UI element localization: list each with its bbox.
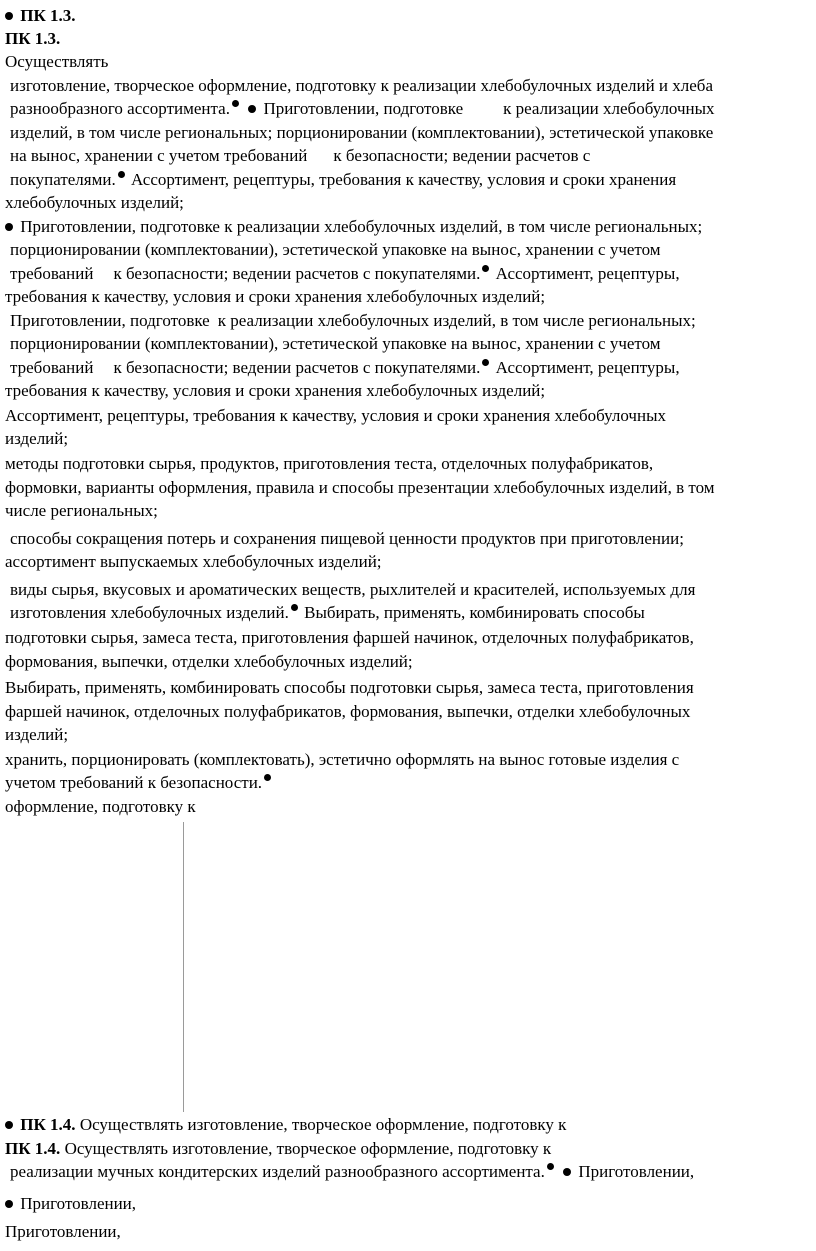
bullet-icon	[118, 171, 125, 178]
text-line: требований к безопасности; ведении расчетов с покупателями. Ассортимент, рецептуры,	[10, 264, 680, 283]
text-line: учетом требований к безопасности.	[5, 771, 273, 794]
bullet-icon	[5, 12, 13, 20]
text-line: фаршей начинок, отделочных полуфабрикатов, формования, выпечки, отделки хлебобулочных	[5, 702, 691, 721]
text-line: разнообразного ассортимента. Приготовлении, подготовке к реализации хлебобулочных	[10, 99, 715, 118]
text-line: изготовления хлебобулочных изделий. Выбирать, применять, комбинировать способы	[10, 603, 645, 622]
heading-pk13-bulleted: ПК 1.3.	[20, 6, 76, 25]
bullet-heading-pk13	[2, 4, 76, 27]
bullet-icon	[232, 100, 239, 107]
text-line: требований к безопасности; ведении расчетов с покупателями. Ассортимент, рецептуры,	[10, 358, 680, 377]
text-line: требования к качеству, условия и сроки хранения хлебобулочных изделий;	[5, 381, 546, 400]
text-line: изделий, в том числе региональных; порционировании (комплектовании), эстетической упаковке	[10, 123, 714, 142]
text-line: требования к качеству, условия и сроки хранения хлебобулочных изделий;	[5, 287, 546, 306]
bullet-icon	[547, 1163, 554, 1170]
text-line: виды сырья, вкусовых и ароматических веществ, рыхлителей и красителей, используемых для	[10, 580, 696, 599]
text-line: ПК 1.4. Осуществлять изготовление, творческое оформление, подготовку к	[2, 1113, 566, 1136]
text-line: числе региональных;	[5, 501, 158, 520]
text-line: хлебобулочных изделий;	[5, 193, 184, 212]
text-line: способы сокращения потерь и сохранения пищевой ценности продуктов при приготовлении;	[10, 529, 684, 548]
text-line: Приготовлении, подготовке к реализации хлебобулочных изделий, в том числе региональных;	[2, 215, 702, 238]
text-line: порционировании (комплектовании), эстетической упаковке на вынос, хранении с учетом	[10, 334, 661, 353]
bullet-icon	[482, 265, 489, 272]
text-line: порционировании (комплектовании), эстетической упаковке на вынос, хранении с учетом	[10, 240, 661, 259]
vertical-divider	[183, 822, 184, 1112]
bullet-icon	[563, 1168, 571, 1176]
text-line: ассортимент выпускаемых хлебобулочных изделий;	[5, 552, 382, 571]
bullet-icon	[482, 359, 489, 366]
text-line: реализации мучных кондитерских изделий разнообразного ассортимента. Приготовлении,	[10, 1162, 695, 1181]
text-line: изготовление, творческое оформление, подготовку к реализации хлебобулочных изделий и хлеба	[10, 76, 714, 95]
text-line: подготовки сырья, замеса теста, приготовления фаршей начинок, отделочных полуфабрикатов,	[5, 628, 694, 647]
bullet-icon	[5, 1200, 13, 1208]
text-line: изделий;	[5, 725, 69, 744]
bullet-icon	[248, 105, 256, 113]
bullet-icon	[264, 774, 271, 781]
text-line: Приготовлении, подготовке к реализации хлебобулочных изделий, в том числе региональных;	[10, 311, 696, 330]
text-line: покупателями. Ассортимент, рецептуры, требования к качеству, условия и сроки хранения	[10, 170, 677, 189]
text-line: Выбирать, применять, комбинировать способы подготовки сырья, замеса теста, приготовления	[5, 678, 694, 697]
text-line: методы подготовки сырья, продуктов, приготовления теста, отделочных полуфабрикатов,	[5, 454, 654, 473]
heading-pk13: ПК 1.3.	[5, 29, 61, 48]
text-line: оформление, подготовку к	[5, 797, 196, 816]
text-line: хранить, порционировать (комплектовать), эстетично оформлять на вынос готовые изделия с	[5, 750, 680, 769]
text-line: Приготовлении,	[5, 1222, 121, 1241]
text-line: на вынос, хранении с учетом требований к безопасности; ведении расчетов с	[10, 146, 591, 165]
text-line: формовки, варианты оформления, правила и способы презентации хлебобулочных изделий, в том	[5, 478, 715, 497]
text-line: формования, выпечки, отделки хлебобулочных изделий;	[5, 652, 413, 671]
bullet-icon	[5, 1121, 13, 1129]
bullet-icon	[5, 223, 13, 231]
text-line: изделий;	[5, 429, 69, 448]
bullet-icon	[291, 604, 298, 611]
text-line: ПК 1.4. Осуществлять изготовление, творческое оформление, подготовку к	[5, 1139, 552, 1158]
text-line: Осуществлять	[5, 52, 109, 71]
text-line: Ассортимент, рецептуры, требования к качеству, условия и сроки хранения хлебобулочных	[5, 406, 666, 425]
text-line: Приготовлении,	[2, 1192, 136, 1215]
